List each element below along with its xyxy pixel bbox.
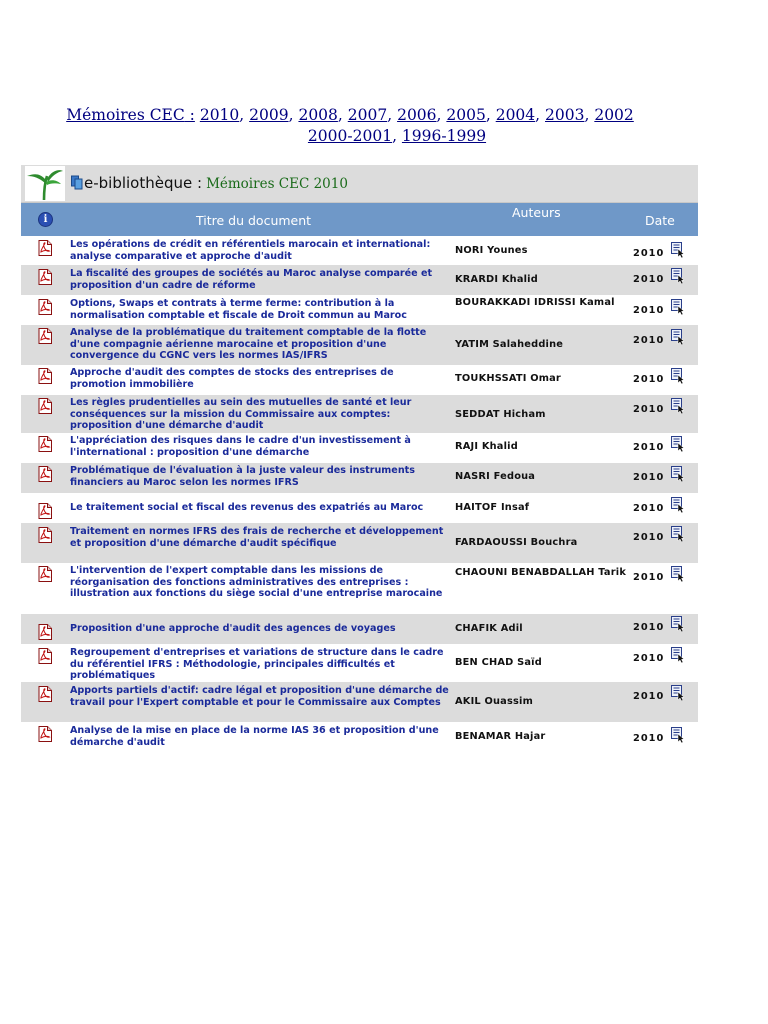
document-date: 2010 xyxy=(633,248,665,259)
document-author: NORI Younes xyxy=(455,245,528,256)
document-date: 2010 xyxy=(633,374,665,385)
document-date: 2010 xyxy=(633,691,665,702)
document-row xyxy=(21,365,698,395)
document-author: BOURAKKADI IDRISSI Kamal xyxy=(455,297,615,308)
download-icon[interactable] xyxy=(671,566,685,582)
library-title xyxy=(71,174,348,194)
year-link-2008[interactable]: 2008 xyxy=(298,106,338,124)
document-row xyxy=(21,493,698,523)
document-author: YATIM Salaheddine xyxy=(455,339,564,350)
year-link-2003[interactable]: 2003 xyxy=(545,106,585,124)
pdf-icon[interactable] xyxy=(38,299,52,315)
year-link-2009[interactable]: 2009 xyxy=(249,106,289,124)
year-link-2004[interactable]: 2004 xyxy=(495,106,536,124)
year-nav-line-2: 2000-2001, 1996-1999 xyxy=(307,127,487,145)
document-date: 2010 xyxy=(633,572,665,583)
document-author: NASRI Fedoua xyxy=(455,471,536,482)
document-author: CHAFIK Adil xyxy=(455,623,523,634)
document-title-link[interactable]: Approche d'audit des comptes de stocks des entreprises de promotion immobilière xyxy=(70,367,394,390)
download-icon[interactable] xyxy=(671,466,685,482)
document-title-link[interactable]: La fiscalité des groupes de sociétés au Maroc analyse comparée et proposition d'un cadre de réforme xyxy=(70,268,433,291)
memoires-cec-link[interactable]: Mémoires CEC xyxy=(66,106,185,124)
download-icon[interactable] xyxy=(671,647,685,663)
download-icon[interactable] xyxy=(671,727,685,743)
document-row xyxy=(21,265,698,295)
document-author: FARDAOUSSI Bouchra xyxy=(455,537,578,548)
document-date: 2010 xyxy=(633,733,665,744)
document-author: SEDDAT Hicham xyxy=(455,409,546,420)
library-name: e-bibliothèque : xyxy=(84,174,203,192)
document-row xyxy=(21,395,698,433)
document-title-link[interactable]: Le traitement social et fiscal des revenus des expatriés au Maroc xyxy=(70,502,424,513)
info-icon[interactable]: i xyxy=(38,212,53,227)
pdf-icon[interactable] xyxy=(38,398,52,414)
document-title-link[interactable]: L'intervention de l'expert comptable dans les missions de réorganisation des fonctions administratives des entreprises : illustration aux fonctions du siège social d'une entreprise marocaine xyxy=(70,565,443,600)
document-title-link[interactable]: Analyse de la problématique du traitement comptable de la flotte d'une compagnie aérienne marocaine et proposition d'une convergence du CGNC vers les normes IAS/IFRS xyxy=(70,327,427,362)
column-header-row xyxy=(21,203,698,236)
document-date: 2010 xyxy=(633,442,665,453)
download-icon[interactable] xyxy=(671,497,685,513)
document-date: 2010 xyxy=(633,532,665,543)
document-date: 2010 xyxy=(633,622,665,633)
pdf-icon[interactable] xyxy=(38,726,52,742)
document-title-link[interactable]: Regroupement d'entreprises et variations de structure dans le cadre du référentiel IFRS : Méthodologie, principales difficultés et problématiques xyxy=(70,647,444,682)
download-icon[interactable] xyxy=(671,685,685,701)
document-author: BEN CHAD Saïd xyxy=(455,657,542,668)
document-title-link[interactable]: Options, Swaps et contrats à terme ferme: contribution à la normalisation comptable et fiscale de Droit commun au Maroc xyxy=(70,298,407,321)
e-library-table xyxy=(21,165,698,752)
document-row xyxy=(21,325,698,365)
download-icon[interactable] xyxy=(671,436,685,452)
year-navigation xyxy=(0,105,700,147)
year-link-2000-2001[interactable]: 2000-2001 xyxy=(307,127,393,145)
document-title-link[interactable]: Analyse de la mise en place de la norme IAS 36 et proposition d'une démarche d'audit xyxy=(70,725,439,748)
plant-logo-icon xyxy=(25,166,65,201)
document-author: HAITOF Insaf xyxy=(455,502,530,513)
library-header xyxy=(21,165,698,203)
document-row xyxy=(21,614,698,644)
column-header-date: Date xyxy=(645,213,675,228)
document-date: 2010 xyxy=(633,274,665,285)
column-header-authors: Auteurs xyxy=(512,205,561,220)
document-row xyxy=(21,682,698,722)
document-title-link[interactable]: Problématique de l'évaluation à la juste valeur des instruments financiers au Maroc selon les normes IFRS xyxy=(70,465,415,488)
year-link-2002[interactable]: 2002 xyxy=(594,106,634,124)
document-title-link[interactable]: Proposition d'une approche d'audit des agences de voyages xyxy=(70,623,396,634)
memoires-cec-colon: : xyxy=(184,106,195,124)
year-link-2007[interactable]: 2007 xyxy=(347,106,388,124)
column-header-title: Titre du document xyxy=(196,213,312,228)
document-title-link[interactable]: Traitement en normes IFRS des frais de recherche et développement et proposition d'une démarche d'audit spécifique xyxy=(70,526,444,549)
pdf-icon[interactable] xyxy=(38,466,52,482)
download-icon[interactable] xyxy=(671,329,685,345)
document-date: 2010 xyxy=(633,653,665,664)
download-icon[interactable] xyxy=(671,268,685,284)
download-icon[interactable] xyxy=(671,398,685,414)
pdf-icon[interactable] xyxy=(38,368,52,384)
download-icon[interactable] xyxy=(671,616,685,632)
pdf-icon[interactable] xyxy=(38,648,52,664)
pdf-icon[interactable] xyxy=(38,436,52,452)
pdf-icon[interactable] xyxy=(38,527,52,543)
pdf-icon[interactable] xyxy=(38,686,52,702)
download-icon[interactable] xyxy=(671,299,685,315)
document-title-link[interactable]: L'appréciation des risques dans le cadre d'un investissement à l'international : proposition d'une démarche xyxy=(70,435,411,458)
pdf-icon[interactable] xyxy=(38,503,52,519)
pdf-icon[interactable] xyxy=(38,624,52,640)
download-icon[interactable] xyxy=(671,368,685,384)
document-title-link[interactable]: Les règles prudentielles au sein des mutuelles de santé et leur conséquences sur la mission du Commissaire aux comptes: proposition d'une démarche d'audit xyxy=(70,397,412,432)
year-link-1996-1999[interactable]: 1996-1999 xyxy=(401,127,487,145)
document-row xyxy=(21,563,698,614)
document-title-link[interactable]: Les opérations de crédit en référentiels marocain et international: analyse comparative et approche d'audit xyxy=(70,239,431,262)
library-subtitle: Mémoires CEC 2010 xyxy=(206,176,348,192)
document-row xyxy=(21,236,698,265)
year-nav-line-1: Mémoires CEC : 2010, 2009, 2008, 2007, 2006, 2005, 2004, 2003, 2002 xyxy=(66,106,634,124)
document-row xyxy=(21,433,698,463)
document-list xyxy=(21,236,698,752)
document-date: 2010 xyxy=(633,472,665,483)
document-date: 2010 xyxy=(633,305,665,316)
document-date: 2010 xyxy=(633,404,665,415)
download-icon[interactable] xyxy=(671,242,685,258)
document-date: 2010 xyxy=(633,335,665,346)
download-icon[interactable] xyxy=(671,526,685,542)
pdf-icon[interactable] xyxy=(38,240,52,256)
document-author: AKIL Ouassim xyxy=(455,696,534,707)
document-author: TOUKHSSATI Omar xyxy=(455,373,561,384)
document-author: KRARDI Khalid xyxy=(455,274,538,285)
year-link-2005[interactable]: 2005 xyxy=(446,106,486,124)
document-row xyxy=(21,463,698,493)
year-link-2006[interactable]: 2006 xyxy=(397,106,437,124)
document-row xyxy=(21,295,698,325)
pdf-icon[interactable] xyxy=(38,566,52,582)
book-icon xyxy=(71,175,83,194)
document-author: BENAMAR Hajar xyxy=(455,731,546,742)
document-author: CHAOUNI BENABDALLAH Tarik xyxy=(455,567,627,578)
year-link-2010[interactable]: 2010 xyxy=(199,106,240,124)
pdf-icon[interactable] xyxy=(38,328,52,344)
document-date: 2010 xyxy=(633,503,665,514)
document-row xyxy=(21,644,698,682)
document-row xyxy=(21,722,698,752)
document-author: RAJI Khalid xyxy=(455,441,518,452)
pdf-icon[interactable] xyxy=(38,269,52,285)
document-row xyxy=(21,523,698,563)
document-title-link[interactable]: Apports partiels d'actif: cadre légal et proposition d'une démarche de travail pour l'Expert comptable et pour le Commissaire aux Comptes xyxy=(70,685,449,708)
